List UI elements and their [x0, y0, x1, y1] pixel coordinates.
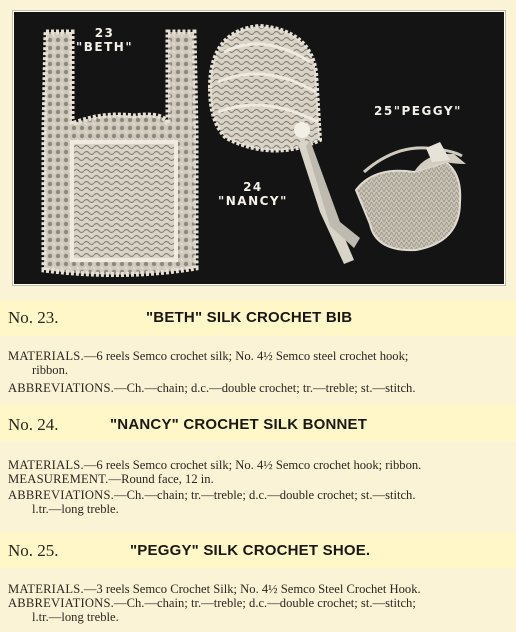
section-23-details: [8, 349, 512, 395]
pattern-number: No. 23.: [8, 308, 59, 327]
abbreviations-line: ABBREVIATIONS.—Ch.—chain; d.c.—double crochet; tr.—treble; st.—stitch.: [8, 381, 416, 395]
bib-image: [44, 32, 196, 275]
pattern-number: No. 25.: [8, 541, 59, 560]
pattern-title: "NANCY" CROCHET SILK BONNET: [110, 416, 368, 433]
photo-frame: [12, 10, 506, 286]
abbreviations-line: ABBREVIATIONS.—Ch.—chain; tr.—treble; d.c.—double crochet; st.—stitch. l.tr.—long treble.: [8, 488, 416, 516]
caption-beth: 23 "BETH": [76, 26, 134, 54]
pattern-title: "BETH" SILK CROCHET BIB: [146, 309, 353, 326]
section-25-details: [8, 582, 512, 624]
pattern-title: "PEGGY" SILK CROCHET SHOE.: [130, 542, 371, 559]
section-23-heading-band: [0, 300, 516, 336]
pattern-number: No. 24.: [8, 415, 59, 434]
bonnet-image: [210, 26, 360, 264]
caption-nancy: 24 "NANCY": [218, 180, 288, 208]
materials-line: MATERIALS.—6 reels Semco crochet silk; No. 4½ Semco steel crochet hook; ribbon.: [8, 349, 409, 377]
section-25-heading-band: [0, 532, 516, 568]
materials-line: MATERIALS.—3 reels Semco Crochet Silk; No. 4½ Semco Steel Crochet Hook.: [8, 582, 421, 596]
materials-line: MATERIALS.—6 reels Semco crochet silk; No. 4½ Semco crochet hook; ribbon.: [8, 458, 422, 472]
crochet-photo: [14, 12, 504, 284]
section-24-heading-band: [0, 405, 516, 441]
shoe-image: [356, 142, 466, 250]
section-24-details: [8, 458, 512, 516]
abbreviations-line: ABBREVIATIONS.—Ch.—chain; tr.—treble; d.c.—double crochet; st.—stitch; l.tr.—long treble.: [8, 596, 416, 624]
measurement-line: MEASUREMENT.—Round face, 12 in.: [8, 472, 214, 486]
caption-peggy: 25"PEGGY": [374, 104, 462, 118]
